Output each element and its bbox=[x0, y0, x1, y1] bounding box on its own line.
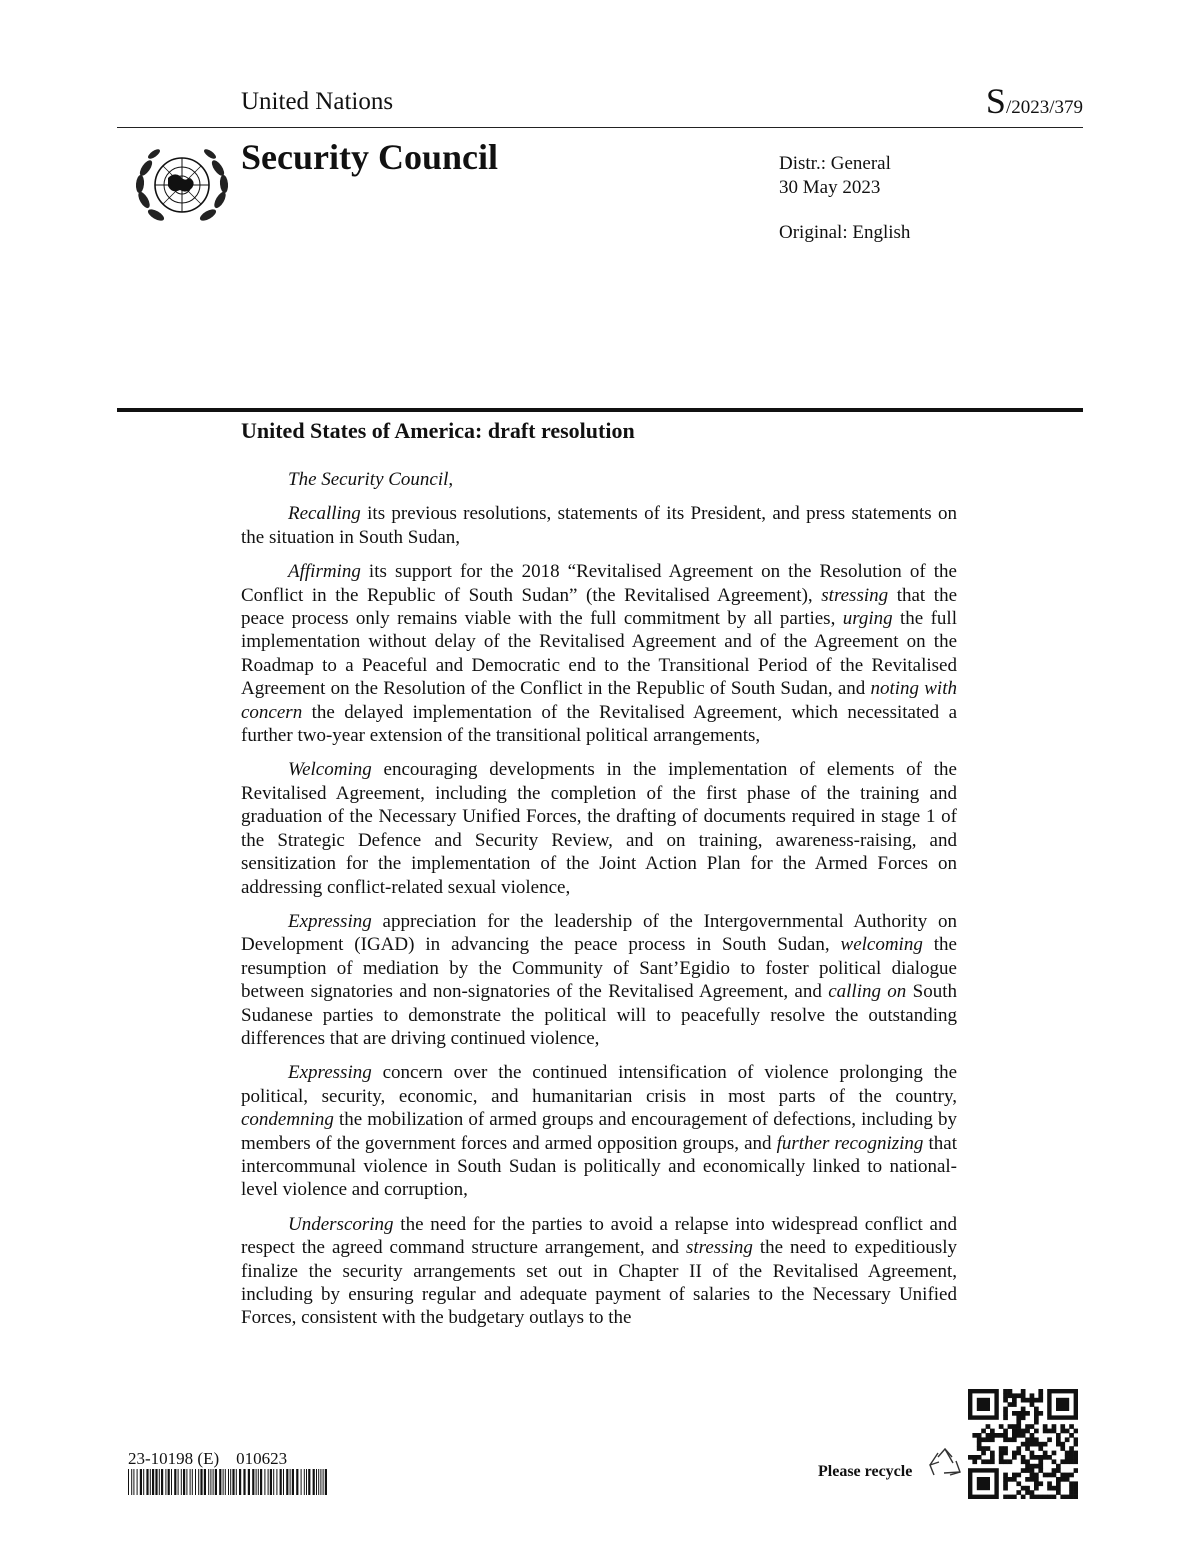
body-paragraph bbox=[241, 910, 957, 1050]
header-rule bbox=[117, 127, 1083, 128]
body-paragraph bbox=[241, 1061, 957, 1201]
text-run: that intercommunal violence in South Sudan is politically and economically linked to national-level violence and corruption, bbox=[241, 1132, 957, 1201]
text-run: the delayed implementation of the Revitalised Agreement, which necessitated a further two-year extension of the transitional political arrangements, bbox=[241, 701, 957, 747]
symbol-prefix: S bbox=[985, 81, 1006, 121]
text-run: the full implementation without delay of the Revitalised Agreement and of the Agreement on the Roadmap to a Peaceful and Democratic end to the Transitional Period of the Revitalised Agreement on the Resolution of the Conflict in the Republic of South Sudan, and bbox=[241, 608, 957, 700]
italic-run: Welcoming bbox=[288, 759, 372, 781]
italic-run: The Security Council bbox=[288, 469, 449, 490]
text-run: the resumption of mediation by the Community of Sant’Egidio to foster political dialogue between signatories and non-signatories of the Revitalised Agreement, and bbox=[241, 934, 957, 1003]
document-body bbox=[241, 468, 957, 1341]
text-run: the need to expeditiously finalize the security arrangements set out in Chapter II of the Revitalised Agreement, including by ensuring regular and adequate payment of salaries to the Necessary Unified Forces, consistent with the budgetary outlays to the bbox=[241, 1237, 957, 1329]
italic-run: welcoming bbox=[840, 934, 923, 956]
italic-run: noting with concern bbox=[241, 678, 957, 723]
body-paragraph bbox=[241, 560, 957, 747]
job-number: 23-10198 (E) 010623 bbox=[128, 1449, 288, 1468]
italic-run: condemning bbox=[241, 1109, 334, 1131]
italic-run: calling on bbox=[828, 981, 907, 1003]
un-emblem-icon bbox=[124, 138, 240, 232]
distribution-label: Distr.: General bbox=[779, 153, 891, 174]
body-paragraph bbox=[241, 1213, 957, 1330]
italic-run: Underscoring bbox=[288, 1213, 394, 1235]
text-run: the need for the parties to avoid a relapse into widespread conflict and respect the agreed command structure arrangement, and bbox=[241, 1213, 957, 1259]
document-symbol bbox=[986, 80, 1083, 122]
recycle-icon bbox=[926, 1445, 964, 1483]
text-run: concern over the continued intensification of violence prolonging the political, security, economic, and humanitarian crisis in most parts of the country, bbox=[241, 1062, 957, 1107]
text-run: appreciation for the leadership of the Intergovernmental Authority on Development (IGAD) in advancing the peace process in South Sudan, bbox=[241, 910, 957, 956]
organ-title: Security Council bbox=[241, 137, 498, 177]
body-paragraph bbox=[241, 468, 957, 491]
italic-run: Expressing bbox=[288, 910, 372, 932]
italic-run: further recognizing bbox=[776, 1132, 924, 1154]
text-run: , bbox=[448, 469, 454, 490]
issue-date: 30 May 2023 bbox=[779, 177, 881, 198]
original-language: Original: English bbox=[779, 222, 911, 243]
body-paragraph bbox=[241, 502, 957, 549]
text-run: encouraging developments in the implementation of elements of the Revitalised Agreement, including the completion of the first phase of the training and graduation of the Necessary Unified Forces, the drafting of documents required in stage 1 of the Strategic Defence and Security Review, and on training, awareness-raising, and sensitization for the implementation of the Joint Action Plan for the Armed Forces on addressing conflict-related sexual violence, bbox=[241, 759, 957, 898]
italic-run: Affirming bbox=[288, 561, 361, 583]
italic-run: Expressing bbox=[288, 1062, 372, 1084]
symbol-number: /2023/379 bbox=[1005, 97, 1083, 118]
text-run: its support for the 2018 “Revitalised Agreement on the Resolution of the Conflict in the Republic of South Sudan” (the Revitalised Agreement), bbox=[241, 561, 957, 606]
italic-run: Recalling bbox=[288, 503, 361, 525]
recycle-label: Please recycle bbox=[818, 1463, 913, 1480]
italic-run: urging bbox=[842, 608, 893, 630]
italic-run: stressing bbox=[685, 1237, 753, 1259]
text-run: its previous resolutions, statements of its President, and press statements on the situation in South Sudan, bbox=[241, 503, 957, 548]
qr-code-icon bbox=[968, 1389, 1078, 1499]
text-run: the mobilization of armed groups and encouragement of defections, including by members of the government forces and armed opposition groups, and bbox=[241, 1109, 957, 1154]
title-rule bbox=[117, 408, 1083, 412]
text-run: South Sudanese parties to demonstrate the political will to peacefully resolve the outstanding differences that are driving continued violence, bbox=[241, 981, 957, 1049]
text-run: that the peace process only remains viable with the full commitment by all parties, bbox=[241, 584, 958, 630]
italic-run: stressing bbox=[821, 584, 889, 606]
body-paragraph bbox=[241, 758, 957, 898]
document-title: United States of America: draft resolution bbox=[241, 418, 635, 443]
barcode-icon bbox=[128, 1469, 328, 1495]
distribution-block bbox=[779, 152, 891, 200]
header-org: United Nations bbox=[241, 88, 394, 115]
